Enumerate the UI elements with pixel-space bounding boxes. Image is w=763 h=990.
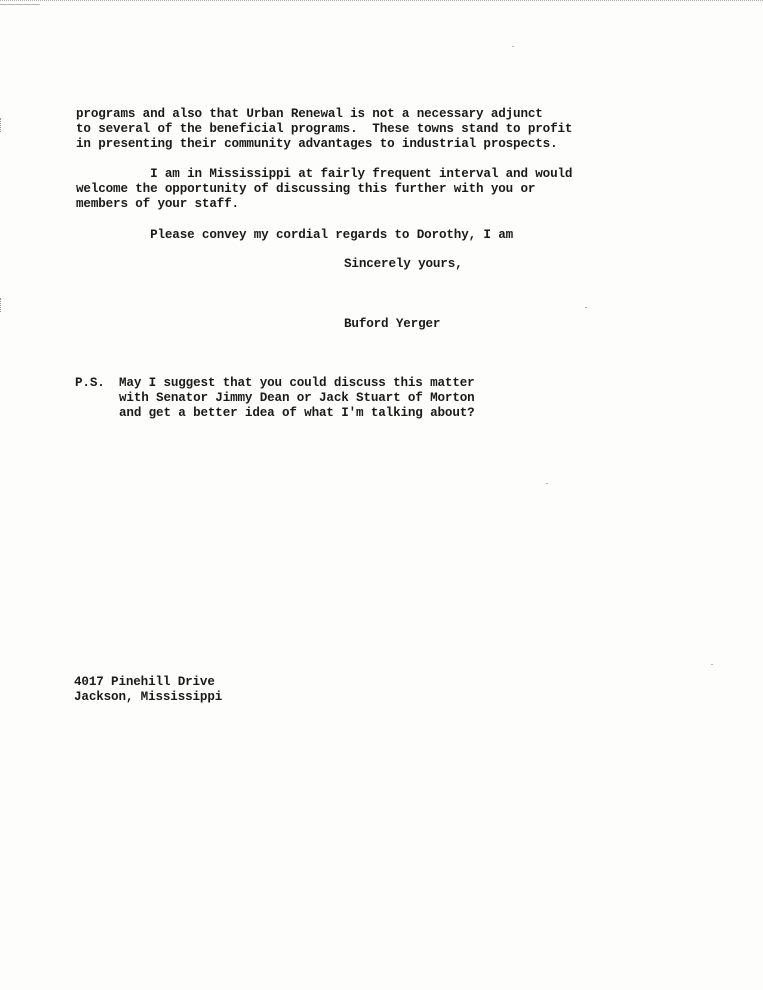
- scan-speck: [512, 46, 514, 47]
- address-city: Jackson, Mississippi: [74, 690, 223, 704]
- para2-line-1: I am in Mississippi at fairly frequent interval and would: [76, 167, 573, 181]
- page-top-edge: [0, 0, 763, 4]
- scan-speck: [585, 307, 587, 308]
- para2-line-3: members of your staff.: [76, 197, 239, 211]
- para3-line: Please convey my cordial regards to Dorothy, I am: [76, 228, 514, 242]
- signature-name: Buford Yerger: [344, 317, 441, 331]
- body-line-3: in presenting their community advantages to industrial prospects.: [76, 137, 558, 151]
- ps-line-3: and get a better idea of what I'm talking about?: [119, 406, 475, 420]
- page-top-edge-strip: [0, 4, 40, 5]
- address-street: 4017 Pinehill Drive: [74, 675, 215, 689]
- ps-line-1: May I suggest that you could discuss this matter: [119, 376, 475, 390]
- closing: Sincerely yours,: [344, 257, 463, 271]
- para2-line-2: welcome the opportunity of discussing this further with you or: [76, 182, 536, 196]
- left-margin-mark: [0, 298, 3, 312]
- body-line-1: programs and also that Urban Renewal is not a necessary adjunct: [76, 107, 543, 121]
- ps-line-2: with Senator Jimmy Dean or Jack Stuart of Morton: [119, 391, 475, 405]
- scan-speck: [711, 664, 713, 665]
- scan-speck: [546, 483, 548, 484]
- ps-label: P.S.: [75, 376, 105, 390]
- body-line-2: to several of the beneficial programs. These towns stand to profit: [76, 122, 573, 136]
- left-margin-mark: [0, 118, 3, 132]
